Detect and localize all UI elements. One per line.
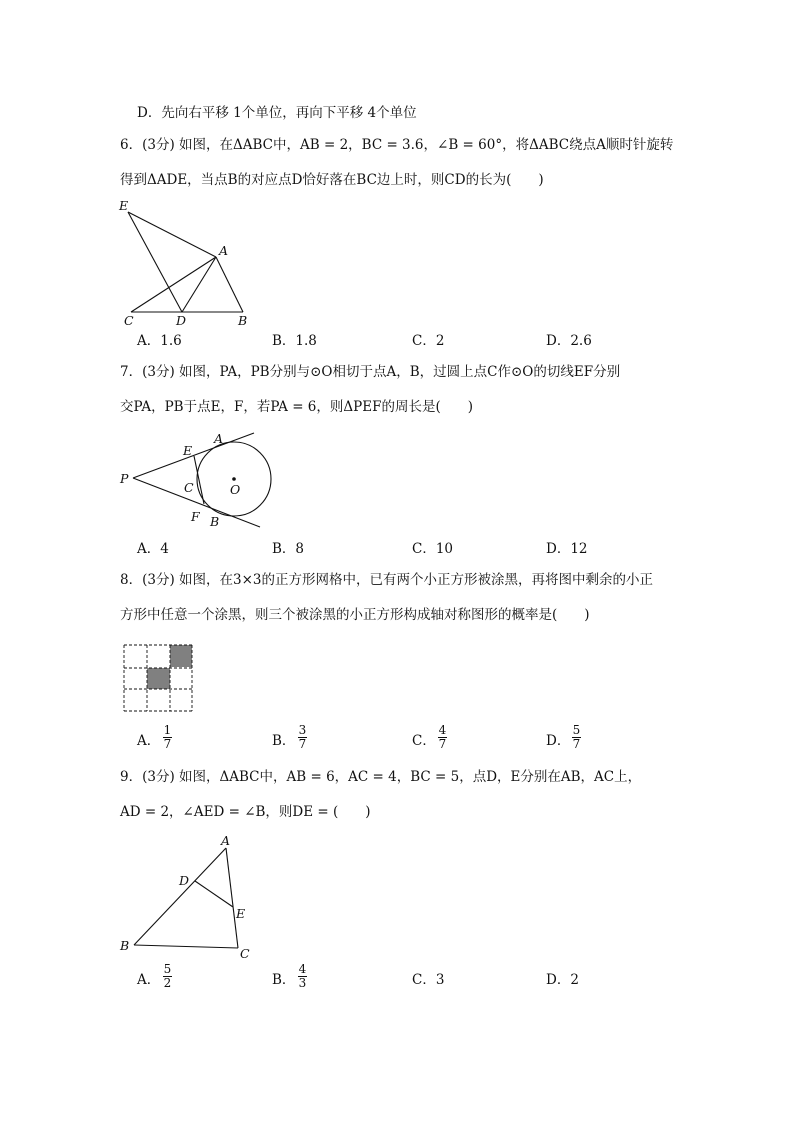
q8-option-a-letter: A． (137, 733, 161, 749)
q5-option-d: D．先向右平移 1个单位，再向下平移 4个单位 (137, 105, 417, 121)
q7-label-b: B (210, 514, 220, 529)
q6-label-a: A (219, 243, 229, 258)
q7-stem-line2: 交PA，PB于点E，F，若PA = 6，则ΔPEF的周长是( ) (120, 399, 473, 415)
q9-stem-line1: 9．(3分) 如图，ΔABC中，AB = 6，AC = 4，BC = 5，点D，E分别在AB，AC上， (120, 769, 642, 785)
q7-label-a: A (214, 431, 224, 446)
q9-stem-line2: AD = 2，∠AED = ∠B，则DE = ( ) (120, 804, 371, 820)
q8-option-b-letter: B． (272, 733, 296, 749)
q8-option-d-letter: D． (546, 733, 571, 749)
q6-label-c: C (124, 313, 134, 328)
q8-option-b-numerator: 3 (298, 723, 307, 737)
q9-option-b-denominator: 3 (298, 976, 307, 990)
q8-option-d-numerator: 5 (572, 723, 581, 737)
q6-label-b: B (238, 313, 248, 328)
q6-option-b: B．1.8 (272, 333, 317, 349)
q9-option-d: D．2 (546, 972, 579, 988)
q8-option-c-numerator: 4 (438, 723, 447, 737)
q8-stem-line2: 方形中任意一个涂黑，则三个被涂黑的小正方形构成轴对称图形的概率是( ) (120, 607, 590, 623)
q6-label-d: D (176, 313, 187, 328)
q6-option-d: D．2.6 (546, 333, 592, 349)
q9-option-b-letter: B． (272, 972, 296, 988)
q6-option-c: C．2 (412, 333, 445, 349)
q6-stem-line1: 6．(3分) 如图，在ΔABC中，AB = 2，BC = 3.6，∠B = 60°，将ΔABC绕点A顺时针旋转 (120, 137, 674, 153)
q7-option-a: A．4 (137, 541, 169, 557)
q7-option-b: B．8 (272, 541, 305, 557)
q8-option-c-denominator: 7 (438, 737, 447, 751)
q8-option-b-denominator: 7 (298, 737, 307, 751)
q9-option-a-numerator: 5 (163, 962, 172, 976)
q9-label-e: E (236, 906, 246, 921)
q8-option-d-denominator: 7 (572, 737, 581, 751)
q8-stem-line1: 8．(3分) 如图，在3×3的正方形网格中，已有两个小正方形被涂黑，再将图中剩余的小正 (120, 572, 653, 588)
q7-option-c: C．10 (412, 541, 454, 557)
q9-option-b-fraction (298, 963, 307, 990)
q6-stem-line2: 得到ΔADE，当点B的对应点D恰好落在BC边上时，则CD的长为( ) (120, 172, 544, 188)
q6-label-e: E (119, 198, 129, 213)
q6-option-a: A．1.6 (137, 333, 182, 349)
q7-label-e: E (183, 443, 193, 458)
q9-label-d: D (179, 873, 190, 888)
q8-option-a-denominator: 7 (163, 737, 172, 751)
q7-label-c: C (184, 480, 194, 495)
q7-label-f: F (191, 509, 200, 524)
q7-option-d: D．12 (546, 541, 588, 557)
q7-label-o: O (230, 482, 241, 497)
q7-label-p: P (120, 471, 129, 486)
q9-label-b: B (120, 938, 130, 953)
q9-label-a: A (221, 833, 231, 848)
q9-option-a-fraction (163, 963, 172, 990)
q9-option-a-denominator: 2 (163, 976, 172, 990)
q8-option-a-numerator: 1 (163, 723, 172, 737)
q9-label-c: C (240, 946, 250, 961)
q9-option-c: C．3 (412, 972, 445, 988)
q8-option-c-letter: C． (412, 733, 436, 749)
q9-option-a-letter: A． (137, 972, 161, 988)
q9-option-b-numerator: 4 (298, 962, 307, 976)
q7-stem-line1: 7．(3分) 如图，PA，PB分别与⊙O相切于点A，B，过圆上点C作⊙O的切线EF分别 (120, 364, 621, 380)
